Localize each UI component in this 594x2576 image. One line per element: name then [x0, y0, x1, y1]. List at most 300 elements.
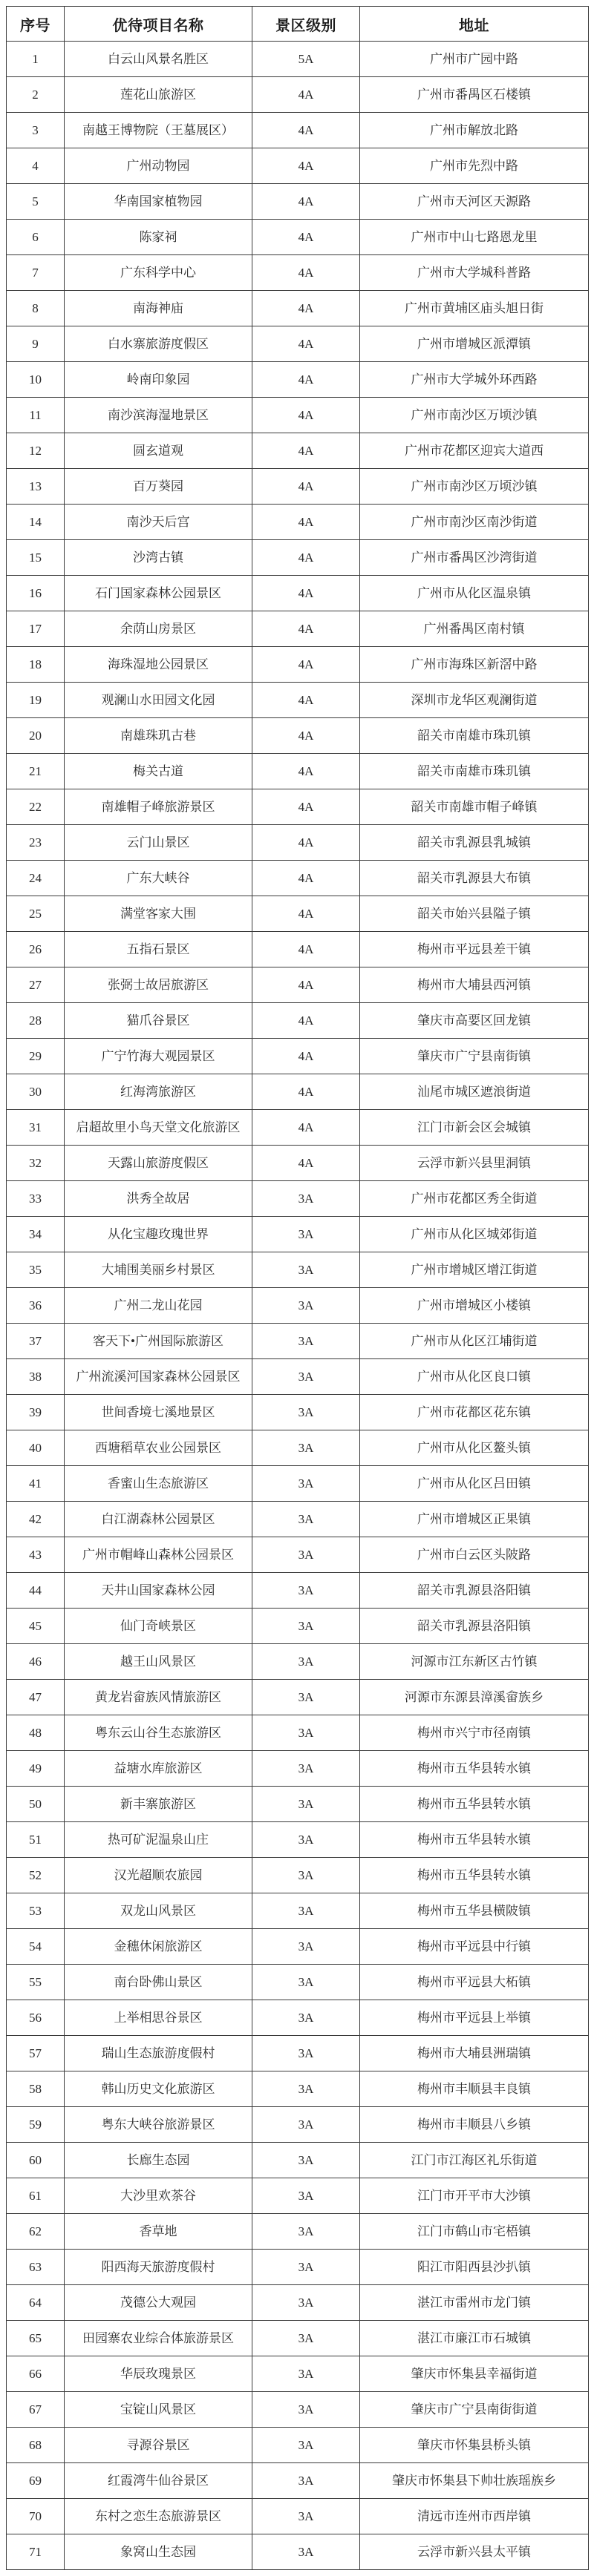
table-row — [7, 1680, 589, 1715]
row-serial-number: 24 — [7, 861, 65, 896]
table-row — [7, 1751, 589, 1787]
row-project-name: 云门山景区 — [65, 825, 252, 861]
row-scenic-level: 3A — [252, 1502, 360, 1537]
row-serial-number: 47 — [7, 1680, 65, 1715]
row-serial-number: 16 — [7, 576, 65, 611]
header-serial-number: 序号 — [7, 7, 65, 42]
row-project-name: 广东科学中心 — [65, 255, 252, 291]
row-address: 江门市开平市大沙镇 — [360, 2178, 589, 2214]
table-row — [7, 789, 589, 825]
row-serial-number: 26 — [7, 932, 65, 967]
row-project-name: 白江湖森林公园景区 — [65, 1502, 252, 1537]
row-address: 梅州市大埔县洲瑞镇 — [360, 2036, 589, 2071]
row-address: 肇庆市怀集县桥头镇 — [360, 2428, 589, 2463]
row-scenic-level: 3A — [252, 2356, 360, 2392]
table-row — [7, 1324, 589, 1359]
table-row — [7, 362, 589, 398]
row-serial-number: 17 — [7, 611, 65, 647]
row-address: 湛江市廉江市石城镇 — [360, 2321, 589, 2356]
row-project-name: 莲花山旅游区 — [65, 77, 252, 113]
row-project-name: 南台卧佛山景区 — [65, 1965, 252, 2000]
table-row — [7, 291, 589, 326]
row-project-name: 双龙山风景区 — [65, 1893, 252, 1929]
row-address: 梅州市兴宁市径南镇 — [360, 1715, 589, 1751]
table-row — [7, 2071, 589, 2107]
row-serial-number: 63 — [7, 2250, 65, 2285]
row-serial-number: 51 — [7, 1822, 65, 1858]
row-scenic-level: 3A — [252, 2428, 360, 2463]
row-address: 广州市从化区吕田镇 — [360, 1466, 589, 1502]
table-row — [7, 2250, 589, 2285]
row-serial-number: 25 — [7, 896, 65, 932]
row-address: 汕尾市城区遮浪街道 — [360, 1074, 589, 1110]
row-scenic-level: 3A — [252, 1965, 360, 2000]
row-serial-number: 20 — [7, 718, 65, 754]
row-serial-number: 5 — [7, 184, 65, 220]
row-project-name: 天井山国家森林公园 — [65, 1573, 252, 1609]
table-row — [7, 505, 589, 540]
table-row — [7, 1395, 589, 1430]
row-address: 梅州市丰顺县八乡镇 — [360, 2107, 589, 2143]
row-scenic-level: 3A — [252, 1715, 360, 1751]
row-scenic-level: 3A — [252, 1822, 360, 1858]
row-project-name: 粤东大峡谷旅游景区 — [65, 2107, 252, 2143]
row-address: 广州市增城区派潭镇 — [360, 326, 589, 362]
row-serial-number: 1 — [7, 42, 65, 77]
table-row — [7, 2036, 589, 2071]
row-project-name: 南越王博物院（王墓展区） — [65, 113, 252, 148]
row-serial-number: 11 — [7, 398, 65, 433]
row-serial-number: 8 — [7, 291, 65, 326]
row-scenic-level: 3A — [252, 2285, 360, 2321]
row-scenic-level: 4A — [252, 220, 360, 255]
row-serial-number: 60 — [7, 2143, 65, 2178]
row-project-name: 陈家祠 — [65, 220, 252, 255]
row-serial-number: 22 — [7, 789, 65, 825]
row-address: 韶关市乳源县大布镇 — [360, 861, 589, 896]
row-scenic-level: 4A — [252, 113, 360, 148]
row-scenic-level: 3A — [252, 2534, 360, 2570]
row-serial-number: 42 — [7, 1502, 65, 1537]
table-row — [7, 967, 589, 1003]
row-serial-number: 57 — [7, 2036, 65, 2071]
table-row — [7, 1573, 589, 1609]
row-project-name: 金穗休闲旅游区 — [65, 1929, 252, 1965]
table-row — [7, 1929, 589, 1965]
table-row — [7, 184, 589, 220]
row-address: 江门市新会区会城镇 — [360, 1110, 589, 1146]
row-scenic-level: 3A — [252, 2321, 360, 2356]
row-project-name: 长廊生态园 — [65, 2143, 252, 2178]
row-project-name: 红霞湾牛仙谷景区 — [65, 2463, 252, 2499]
row-project-name: 客天下•广州国际旅游区 — [65, 1324, 252, 1359]
row-project-name: 南沙滨海湿地景区 — [65, 398, 252, 433]
row-address: 河源市东源县漳溪畲族乡 — [360, 1680, 589, 1715]
row-project-name: 圆玄道观 — [65, 433, 252, 469]
row-serial-number: 50 — [7, 1787, 65, 1822]
row-project-name: 白云山风景名胜区 — [65, 42, 252, 77]
row-project-name: 满堂客家大围 — [65, 896, 252, 932]
row-project-name: 广州二龙山花园 — [65, 1288, 252, 1324]
row-address: 广州市增城区小楼镇 — [360, 1288, 589, 1324]
row-project-name: 南海神庙 — [65, 291, 252, 326]
row-address: 广州市中山七路恩龙里 — [360, 220, 589, 255]
row-serial-number: 40 — [7, 1430, 65, 1466]
row-address: 广州市广园中路 — [360, 42, 589, 77]
row-address: 梅州市五华县转水镇 — [360, 1787, 589, 1822]
row-serial-number: 49 — [7, 1751, 65, 1787]
table-body — [7, 42, 589, 2570]
table-row — [7, 896, 589, 932]
table-row — [7, 754, 589, 789]
row-project-name: 五指石景区 — [65, 932, 252, 967]
row-scenic-level: 3A — [252, 2071, 360, 2107]
row-address: 广州市大学城外环西路 — [360, 362, 589, 398]
table-row — [7, 1074, 589, 1110]
row-project-name: 热可矿泥温泉山庄 — [65, 1822, 252, 1858]
row-scenic-level: 4A — [252, 825, 360, 861]
row-serial-number: 45 — [7, 1609, 65, 1644]
row-address: 广州市先烈中路 — [360, 148, 589, 184]
row-scenic-level: 3A — [252, 1537, 360, 1573]
row-scenic-level: 4A — [252, 1110, 360, 1146]
row-serial-number: 66 — [7, 2356, 65, 2392]
row-serial-number: 61 — [7, 2178, 65, 2214]
row-address: 广州市从化区温泉镇 — [360, 576, 589, 611]
row-serial-number: 2 — [7, 77, 65, 113]
row-address: 韶关市乳源县洛阳镇 — [360, 1609, 589, 1644]
header-address: 地址 — [360, 7, 589, 42]
row-project-name: 南雄珠玑古巷 — [65, 718, 252, 754]
row-serial-number: 56 — [7, 2000, 65, 2036]
row-scenic-level: 4A — [252, 576, 360, 611]
row-scenic-level: 3A — [252, 1644, 360, 1680]
row-address: 肇庆市广宁县南街镇 — [360, 1039, 589, 1074]
row-scenic-level: 4A — [252, 326, 360, 362]
row-project-name: 香草地 — [65, 2214, 252, 2250]
row-project-name: 阳西海天旅游度假村 — [65, 2250, 252, 2285]
row-serial-number: 69 — [7, 2463, 65, 2499]
row-serial-number: 58 — [7, 2071, 65, 2107]
row-serial-number: 44 — [7, 1573, 65, 1609]
row-serial-number: 12 — [7, 433, 65, 469]
row-project-name: 东村之恋生态旅游景区 — [65, 2499, 252, 2534]
table-row — [7, 932, 589, 967]
row-project-name: 广州流溪河国家森林公园景区 — [65, 1359, 252, 1395]
row-address: 广州市从化区城郊街道 — [360, 1217, 589, 1252]
row-address: 梅州市五华县转水镇 — [360, 1858, 589, 1893]
row-project-name: 天露山旅游度假区 — [65, 1146, 252, 1181]
row-project-name: 广宁竹海大观园景区 — [65, 1039, 252, 1074]
row-scenic-level: 4A — [252, 967, 360, 1003]
row-serial-number: 18 — [7, 647, 65, 683]
header-row — [7, 7, 589, 42]
table-header — [7, 7, 589, 42]
row-scenic-level: 4A — [252, 433, 360, 469]
table-row — [7, 2143, 589, 2178]
row-scenic-level: 3A — [252, 1359, 360, 1395]
row-project-name: 越王山风景区 — [65, 1644, 252, 1680]
table-row — [7, 2178, 589, 2214]
row-address: 河源市江东新区古竹镇 — [360, 1644, 589, 1680]
row-project-name: 世间香境七溪地景区 — [65, 1395, 252, 1430]
row-address: 广州市花都区花东镇 — [360, 1395, 589, 1430]
row-scenic-level: 3A — [252, 1680, 360, 1715]
row-address: 广州市黄埔区庙头旭日街 — [360, 291, 589, 326]
row-scenic-level: 3A — [252, 1573, 360, 1609]
table-row — [7, 2463, 589, 2499]
row-scenic-level: 3A — [252, 1324, 360, 1359]
row-scenic-level: 3A — [252, 2143, 360, 2178]
table-row — [7, 2107, 589, 2143]
row-scenic-level: 4A — [252, 1003, 360, 1039]
table-row — [7, 42, 589, 77]
row-address: 广州市大学城科普路 — [360, 255, 589, 291]
row-serial-number: 70 — [7, 2499, 65, 2534]
row-scenic-level: 3A — [252, 2036, 360, 2071]
row-scenic-level: 3A — [252, 1181, 360, 1217]
row-scenic-level: 3A — [252, 1893, 360, 1929]
row-serial-number: 68 — [7, 2428, 65, 2463]
table-row — [7, 540, 589, 576]
row-serial-number: 30 — [7, 1074, 65, 1110]
row-serial-number: 4 — [7, 148, 65, 184]
row-serial-number: 36 — [7, 1288, 65, 1324]
row-scenic-level: 3A — [252, 2392, 360, 2428]
row-address: 梅州市五华县横陂镇 — [360, 1893, 589, 1929]
row-address: 广州市从化区良口镇 — [360, 1359, 589, 1395]
row-address: 广州市天河区天源路 — [360, 184, 589, 220]
row-scenic-level: 3A — [252, 1252, 360, 1288]
row-serial-number: 38 — [7, 1359, 65, 1395]
row-project-name: 梅关古道 — [65, 754, 252, 789]
row-address: 梅州市大埔县西河镇 — [360, 967, 589, 1003]
table-row — [7, 1039, 589, 1074]
table-row — [7, 861, 589, 896]
row-project-name: 象窝山生态园 — [65, 2534, 252, 2570]
row-project-name: 茂德公大观园 — [65, 2285, 252, 2321]
table-row — [7, 326, 589, 362]
row-scenic-level: 4A — [252, 754, 360, 789]
row-address: 肇庆市怀集县幸福街道 — [360, 2356, 589, 2392]
row-scenic-level: 3A — [252, 1288, 360, 1324]
row-address: 江门市江海区礼乐街道 — [360, 2143, 589, 2178]
row-scenic-level: 4A — [252, 540, 360, 576]
table-row — [7, 1466, 589, 1502]
row-project-name: 益塘水库旅游区 — [65, 1751, 252, 1787]
row-scenic-level: 4A — [252, 861, 360, 896]
row-address: 广州市解放北路 — [360, 113, 589, 148]
row-address: 广州市番禺区沙湾街道 — [360, 540, 589, 576]
row-address: 广州番禺区南村镇 — [360, 611, 589, 647]
row-address: 广州市花都区迎宾大道西 — [360, 433, 589, 469]
row-address: 韶关市南雄市珠玑镇 — [360, 718, 589, 754]
row-project-name: 香蜜山生态旅游区 — [65, 1466, 252, 1502]
row-serial-number: 39 — [7, 1395, 65, 1430]
row-scenic-level: 3A — [252, 1751, 360, 1787]
row-address: 广州市南沙区万顷沙镇 — [360, 398, 589, 433]
table-row — [7, 2534, 589, 2570]
row-address: 韶关市始兴县隘子镇 — [360, 896, 589, 932]
table-row — [7, 1858, 589, 1893]
row-project-name: 石门国家森林公园景区 — [65, 576, 252, 611]
row-scenic-level: 4A — [252, 932, 360, 967]
row-address: 梅州市丰顺县丰良镇 — [360, 2071, 589, 2107]
header-project-name: 优待项目名称 — [65, 7, 252, 42]
row-scenic-level: 4A — [252, 148, 360, 184]
row-serial-number: 52 — [7, 1858, 65, 1893]
row-project-name: 新丰寨旅游区 — [65, 1787, 252, 1822]
row-serial-number: 29 — [7, 1039, 65, 1074]
row-serial-number: 67 — [7, 2392, 65, 2428]
row-address: 梅州市平远县大柘镇 — [360, 1965, 589, 2000]
row-serial-number: 28 — [7, 1003, 65, 1039]
row-serial-number: 31 — [7, 1110, 65, 1146]
row-project-name: 岭南印象园 — [65, 362, 252, 398]
row-address: 深圳市龙华区观澜街道 — [360, 683, 589, 718]
table-row — [7, 1252, 589, 1288]
row-serial-number: 35 — [7, 1252, 65, 1288]
row-address: 广州市番禺区石楼镇 — [360, 77, 589, 113]
row-address: 清远市连州市西岸镇 — [360, 2499, 589, 2534]
table-row — [7, 2392, 589, 2428]
table-row — [7, 1644, 589, 1680]
row-project-name: 寻源谷景区 — [65, 2428, 252, 2463]
row-serial-number: 19 — [7, 683, 65, 718]
row-scenic-level: 3A — [252, 2178, 360, 2214]
row-address: 肇庆市广宁县南街街道 — [360, 2392, 589, 2428]
table-row — [7, 1146, 589, 1181]
row-serial-number: 37 — [7, 1324, 65, 1359]
row-address: 肇庆市高要区回龙镇 — [360, 1003, 589, 1039]
row-serial-number: 9 — [7, 326, 65, 362]
row-serial-number: 34 — [7, 1217, 65, 1252]
table-row — [7, 576, 589, 611]
row-address: 广州市南沙区南沙街道 — [360, 505, 589, 540]
table-row — [7, 255, 589, 291]
row-address: 韶关市南雄市珠玑镇 — [360, 754, 589, 789]
row-address: 梅州市平远县中行镇 — [360, 1929, 589, 1965]
row-scenic-level: 4A — [252, 1074, 360, 1110]
row-serial-number: 33 — [7, 1181, 65, 1217]
table-row — [7, 433, 589, 469]
row-project-name: 大沙里欢茶谷 — [65, 2178, 252, 2214]
row-project-name: 白水寨旅游度假区 — [65, 326, 252, 362]
row-project-name: 广州动物园 — [65, 148, 252, 184]
row-serial-number: 43 — [7, 1537, 65, 1573]
row-serial-number: 6 — [7, 220, 65, 255]
row-project-name: 粤东云山谷生态旅游区 — [65, 1715, 252, 1751]
row-project-name: 黄龙岩畲族风情旅游区 — [65, 1680, 252, 1715]
table-row — [7, 1003, 589, 1039]
row-serial-number: 65 — [7, 2321, 65, 2356]
row-scenic-level: 4A — [252, 683, 360, 718]
row-address: 广州市增城区正果镇 — [360, 1502, 589, 1537]
row-scenic-level: 3A — [252, 2000, 360, 2036]
row-address: 广州市花都区秀全街道 — [360, 1181, 589, 1217]
row-serial-number: 59 — [7, 2107, 65, 2143]
row-serial-number: 13 — [7, 469, 65, 505]
row-scenic-level: 4A — [252, 505, 360, 540]
row-serial-number: 7 — [7, 255, 65, 291]
row-project-name: 观澜山水田园文化园 — [65, 683, 252, 718]
row-scenic-level: 3A — [252, 1466, 360, 1502]
row-project-name: 华南国家植物园 — [65, 184, 252, 220]
row-serial-number: 48 — [7, 1715, 65, 1751]
row-address: 广州市南沙区万顷沙镇 — [360, 469, 589, 505]
table-row — [7, 1288, 589, 1324]
row-scenic-level: 4A — [252, 789, 360, 825]
row-scenic-level: 3A — [252, 1858, 360, 1893]
row-serial-number: 32 — [7, 1146, 65, 1181]
row-project-name: 汉光超顺农旅园 — [65, 1858, 252, 1893]
row-scenic-level: 4A — [252, 718, 360, 754]
row-project-name: 余荫山房景区 — [65, 611, 252, 647]
row-address: 广州市从化区江埔街道 — [360, 1324, 589, 1359]
row-project-name: 韩山历史文化旅游区 — [65, 2071, 252, 2107]
table-row — [7, 2321, 589, 2356]
row-serial-number: 54 — [7, 1929, 65, 1965]
table-row — [7, 1181, 589, 1217]
row-project-name: 广州市帽峰山森林公园景区 — [65, 1537, 252, 1573]
row-scenic-level: 3A — [252, 2107, 360, 2143]
row-scenic-level: 3A — [252, 1430, 360, 1466]
table-row — [7, 1893, 589, 1929]
table-row — [7, 220, 589, 255]
row-address: 江门市鹤山市宅梧镇 — [360, 2214, 589, 2250]
table-row — [7, 113, 589, 148]
table-row — [7, 1609, 589, 1644]
row-scenic-level: 4A — [252, 77, 360, 113]
row-project-name: 从化宝趣玫瑰世界 — [65, 1217, 252, 1252]
row-project-name: 大埔围美丽乡村景区 — [65, 1252, 252, 1288]
row-scenic-level: 3A — [252, 1395, 360, 1430]
row-scenic-level: 4A — [252, 1039, 360, 1074]
row-project-name: 猫爪谷景区 — [65, 1003, 252, 1039]
table-row — [7, 77, 589, 113]
row-serial-number: 53 — [7, 1893, 65, 1929]
table-row — [7, 2285, 589, 2321]
row-project-name: 宝锭山风景区 — [65, 2392, 252, 2428]
row-address: 云浮市新兴县太平镇 — [360, 2534, 589, 2570]
row-address: 梅州市平远县差干镇 — [360, 932, 589, 967]
row-project-name: 张弼士故居旅游区 — [65, 967, 252, 1003]
row-project-name: 瑞山生态旅游度假村 — [65, 2036, 252, 2071]
row-address: 广州市白云区头陂路 — [360, 1537, 589, 1573]
table-row — [7, 148, 589, 184]
table-row — [7, 825, 589, 861]
row-serial-number: 41 — [7, 1466, 65, 1502]
table-row — [7, 611, 589, 647]
row-scenic-level: 4A — [252, 469, 360, 505]
row-scenic-level: 4A — [252, 611, 360, 647]
table-row — [7, 1502, 589, 1537]
table-row — [7, 683, 589, 718]
table-row — [7, 1359, 589, 1395]
row-address: 韶关市南雄市帽子峰镇 — [360, 789, 589, 825]
row-scenic-level: 4A — [252, 362, 360, 398]
row-serial-number: 55 — [7, 1965, 65, 2000]
scenic-spots-table — [6, 6, 589, 2570]
row-project-name: 海珠湿地公园景区 — [65, 647, 252, 683]
row-address: 广州市海珠区新滘中路 — [360, 647, 589, 683]
row-address: 湛江市雷州市龙门镇 — [360, 2285, 589, 2321]
row-address: 韶关市乳源县乳城镇 — [360, 825, 589, 861]
row-scenic-level: 3A — [252, 2499, 360, 2534]
row-address: 广州市从化区鳌头镇 — [360, 1430, 589, 1466]
row-project-name: 百万葵园 — [65, 469, 252, 505]
table-row — [7, 1430, 589, 1466]
